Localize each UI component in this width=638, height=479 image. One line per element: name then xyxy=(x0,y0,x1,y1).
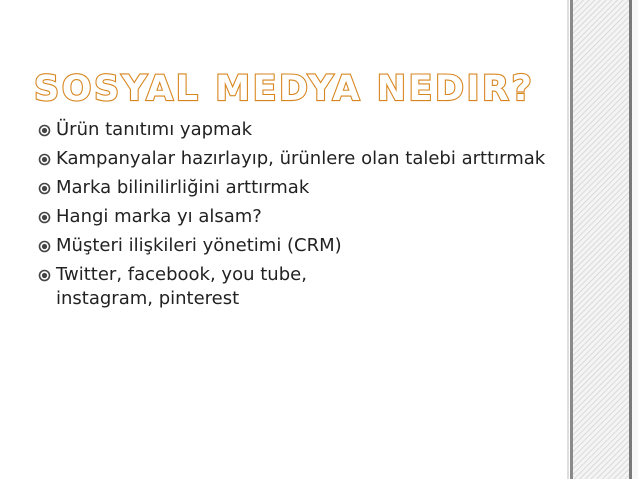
circle-bullet-icon xyxy=(38,240,51,253)
bullet-text: Hangi marka yı alsam? xyxy=(56,206,262,227)
decorative-side-border xyxy=(566,0,638,479)
bullet-item xyxy=(38,205,558,229)
slide-title-text: SOSYAL MEDYA NEDIR? xyxy=(34,69,535,109)
circle-bullet-icon xyxy=(38,211,51,224)
bullet-item xyxy=(38,263,356,311)
bullet-text: Müşteri ilişkileri yönetimi (CRM) xyxy=(56,235,342,256)
bullet-text: Ürün tanıtımı yapmak xyxy=(56,119,253,140)
bullet-item xyxy=(38,234,558,258)
bullet-text: Marka bilinilirliğini arttırmak xyxy=(56,177,310,198)
bullet-item xyxy=(38,176,558,200)
bullet-text: Kampanyalar hazırlayıp, ürünlere olan talebi arttırmak xyxy=(56,148,546,169)
circle-bullet-icon xyxy=(38,153,51,166)
side-border-svg xyxy=(566,0,638,479)
bullet-text: Twitter, facebook, you tube, instagram, pinterest xyxy=(56,264,307,309)
circle-bullet-icon xyxy=(38,124,51,137)
circle-bullet-icon xyxy=(38,182,51,195)
bullet-list xyxy=(38,118,558,316)
circle-bullet-icon xyxy=(38,269,51,282)
slide-title xyxy=(34,62,554,112)
bullet-item xyxy=(38,118,558,142)
bullet-item xyxy=(38,147,546,171)
